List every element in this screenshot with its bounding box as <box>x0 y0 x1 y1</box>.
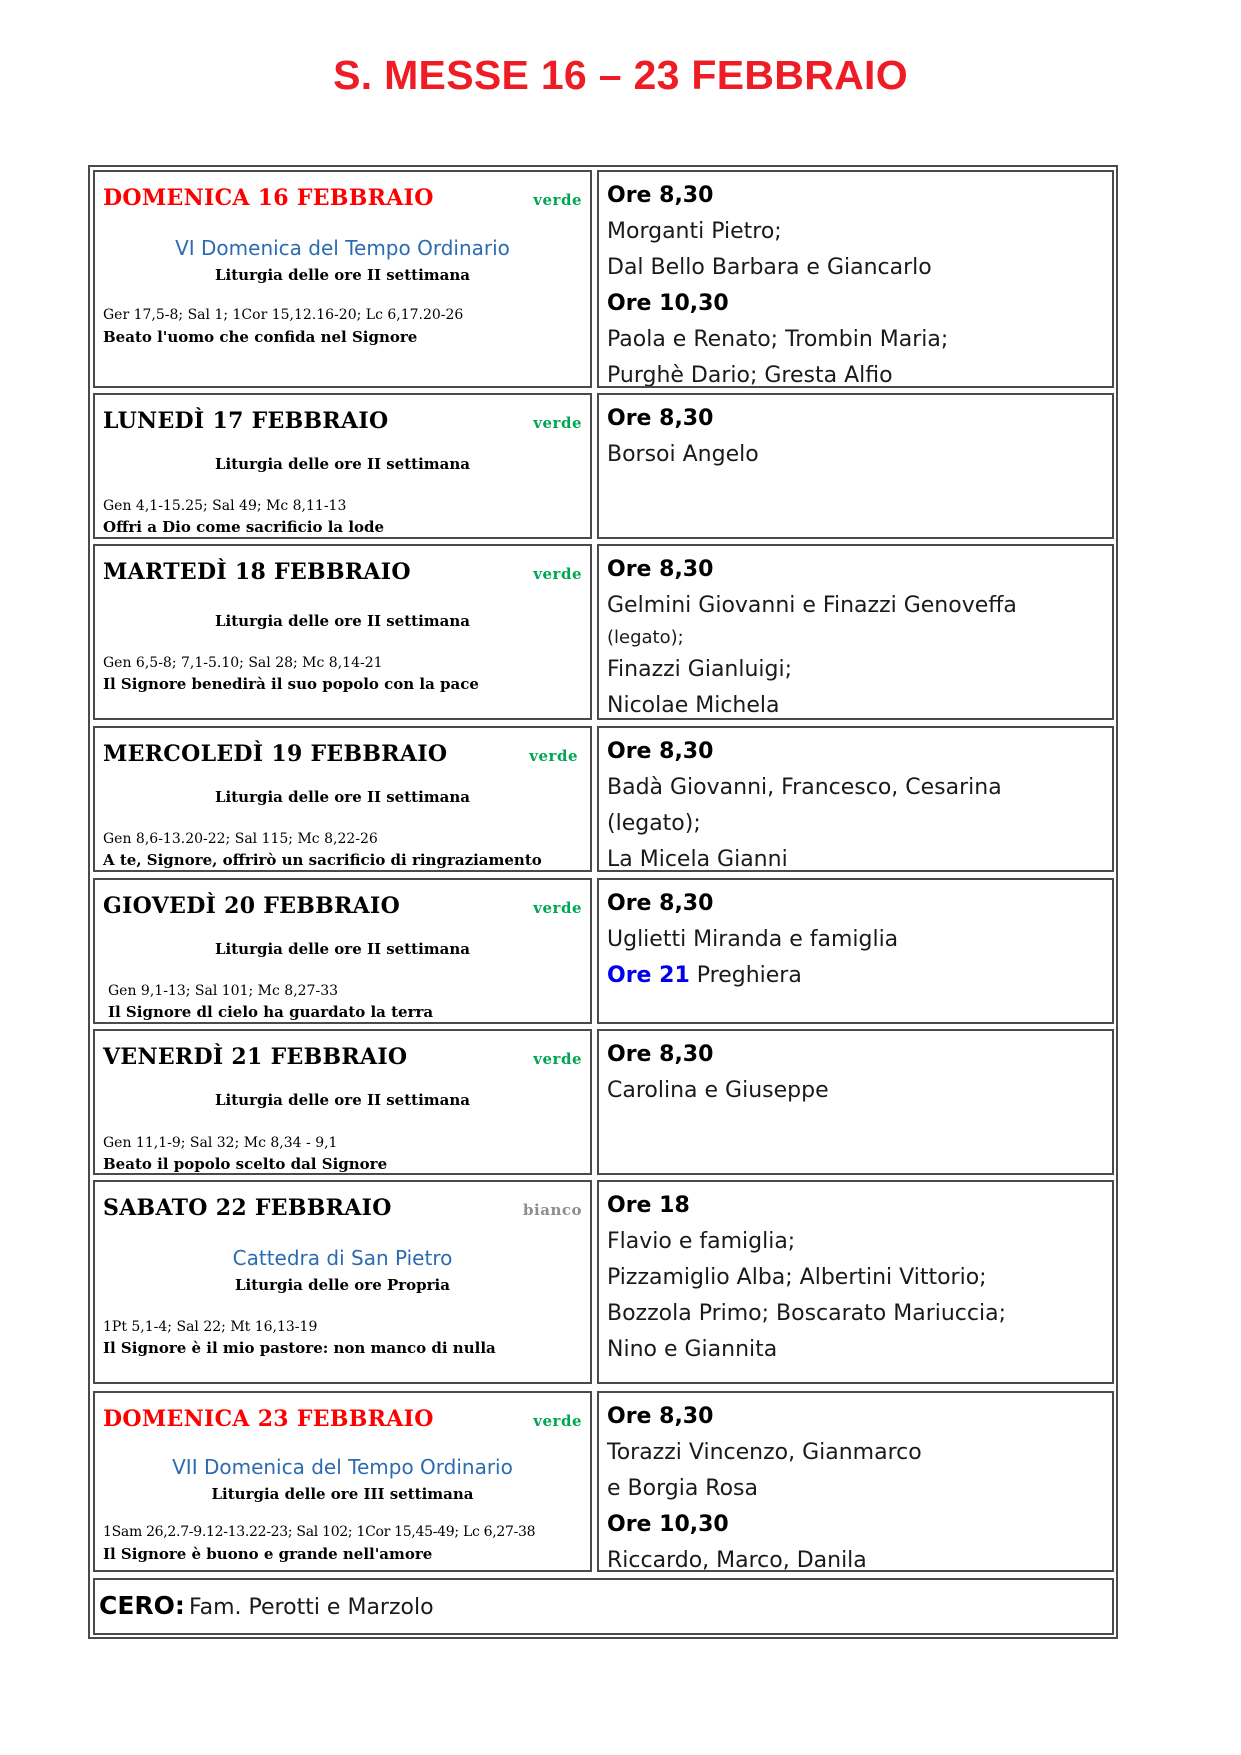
mass-intention: Finazzi Gianluigi; <box>607 657 793 682</box>
mass-time: Ore 8,30 <box>607 739 714 764</box>
masses-list <box>607 886 1106 994</box>
feast-title: VII Domenica del Tempo Ordinario <box>172 1455 513 1479</box>
mass-intention: Badà Giovanni, Francesco, Cesarina <box>607 775 1002 800</box>
liturgical-color: verde <box>533 414 582 432</box>
liturgy-week: Liturgia delle ore II settimana <box>215 455 470 473</box>
masses-cell-venerdi-21 <box>597 1029 1114 1175</box>
masses-cell-domenica-16 <box>597 170 1114 388</box>
masses-cell-martedi-18 <box>597 544 1114 720</box>
liturgical-color: verde <box>533 565 582 583</box>
masses-list <box>607 552 1106 720</box>
mass-time: Ore 8,30 <box>607 1404 714 1429</box>
day-title: MARTEDÌ 18 FEBBRAIO <box>103 559 411 585</box>
masses-list <box>607 1399 1106 1572</box>
mass-intention: Pizzamiglio Alba; Albertini Vittorio; <box>607 1265 987 1290</box>
liturgical-color: verde <box>533 191 582 209</box>
psalm-response: Il Signore è il mio pastore: non manco di nulla <box>103 1339 496 1357</box>
day-title: LUNEDÌ 17 FEBBRAIO <box>103 408 389 434</box>
liturgical-color: verde <box>533 1412 582 1430</box>
masses-list <box>607 178 1106 388</box>
masses-cell-mercoledi-19 <box>597 726 1114 872</box>
psalm-response: Beato il popolo scelto dal Signore <box>103 1155 388 1173</box>
mass-time: Ore 10,30 <box>607 1512 729 1537</box>
mass-intention: Nicolae Michela <box>607 693 780 718</box>
cero-text: Fam. Perotti e Marzolo <box>189 1595 434 1620</box>
psalm-response: Il Signore dl cielo ha guardato la terra <box>108 1003 434 1021</box>
liturgical-color: verde <box>529 747 578 765</box>
liturgy-week: Liturgia delle ore II settimana <box>215 788 470 806</box>
day-cell-sabato-22 <box>93 1180 592 1384</box>
day-cell-domenica-23 <box>93 1391 592 1572</box>
mass-intention: La Micela Gianni <box>607 847 788 872</box>
mass-intention: Gelmini Giovanni e Finazzi Genoveffa <box>607 593 1017 618</box>
liturgy-week: Liturgia delle ore II settimana <box>215 940 470 958</box>
mass-intention: Carolina e Giuseppe <box>607 1078 829 1103</box>
mass-intention: Riccardo, Marco, Danila <box>607 1548 867 1572</box>
readings: Gen 4,1-15.25; Sal 49; Mc 8,11-13 <box>103 498 347 514</box>
mass-intention: Morganti Pietro; <box>607 219 782 244</box>
feast-title: Cattedra di San Pietro <box>232 1246 453 1270</box>
masses-list <box>607 734 1106 872</box>
liturgy-week: Liturgia delle ore II settimana <box>215 266 470 284</box>
mass-time: Ore 8,30 <box>607 1042 714 1067</box>
masses-list <box>607 1188 1106 1368</box>
page-title: S. MESSE 16 – 23 FEBBRAIO <box>333 52 908 98</box>
day-title: GIOVEDÌ 20 FEBBRAIO <box>103 893 401 919</box>
day-title: VENERDÌ 21 FEBBRAIO <box>103 1044 408 1070</box>
psalm-response: A te, Signore, offrirò un sacrificio di ringraziamento <box>103 851 542 869</box>
liturgy-week: Liturgia delle ore III settimana <box>211 1485 474 1503</box>
mass-time: Ore 8,30 <box>607 891 714 916</box>
day-cell-domenica-16 <box>93 170 592 388</box>
day-title: DOMENICA 16 FEBBRAIO <box>103 185 434 211</box>
mass-intention: e Borgia Rosa <box>607 1476 758 1501</box>
liturgical-color: verde <box>533 899 582 917</box>
readings: Gen 11,1-9; Sal 32; Mc 8,34 - 9,1 <box>103 1135 338 1151</box>
masses-cell-giovedi-20 <box>597 878 1114 1024</box>
extra-event <box>607 958 1106 994</box>
readings: Gen 6,5-8; 7,1-5.10; Sal 28; Mc 8,14-21 <box>103 655 383 671</box>
extra-time: Ore 21 <box>607 963 690 988</box>
psalm-response: Il Signore è buono e grande nell'amore <box>103 1545 433 1563</box>
readings: 1Pt 5,1-4; Sal 22; Mt 16,13-19 <box>103 1319 318 1335</box>
mass-intention: Torazzi Vincenzo, Gianmarco <box>607 1440 922 1465</box>
mass-intention: (legato); <box>607 627 684 648</box>
readings: Gen 9,1-13; Sal 101; Mc 8,27-33 <box>108 983 339 999</box>
day-title: DOMENICA 23 FEBBRAIO <box>103 1406 434 1432</box>
day-cell-lunedi-17 <box>93 393 592 539</box>
masses-cell-domenica-23 <box>597 1391 1114 1572</box>
liturgy-week: Liturgia delle ore Propria <box>235 1276 450 1294</box>
mass-time: Ore 18 <box>607 1193 690 1218</box>
liturgical-color: bianco <box>523 1201 582 1219</box>
mass-intention: Bozzola Primo; Boscarato Mariuccia; <box>607 1301 1006 1326</box>
mass-time: Ore 8,30 <box>607 557 714 582</box>
readings: Gen 8,6-13.20-22; Sal 115; Mc 8,22-26 <box>103 831 378 847</box>
mass-intention: Purghè Dario; Gresta Alfio <box>607 363 893 388</box>
extra-text: Preghiera <box>696 963 802 988</box>
mass-intention: Flavio e famiglia; <box>607 1229 796 1254</box>
masses-cell-lunedi-17 <box>597 393 1114 539</box>
day-cell-martedi-18 <box>93 544 592 720</box>
mass-intention: Nino e Giannita <box>607 1337 778 1362</box>
readings: Ger 17,5-8; Sal 1; 1Cor 15,12.16-20; Lc 6,17.20-26 <box>103 307 464 323</box>
psalm-response: Offri a Dio come sacrificio la lode <box>103 518 385 536</box>
liturgy-week: Liturgia delle ore II settimana <box>215 1091 470 1109</box>
mass-time: Ore 8,30 <box>607 183 714 208</box>
masses-list <box>607 401 1106 473</box>
feast-title: VI Domenica del Tempo Ordinario <box>175 236 510 260</box>
mass-time: Ore 10,30 <box>607 291 729 316</box>
masses-cell-sabato-22 <box>597 1180 1114 1384</box>
mass-intention: Uglietti Miranda e famiglia <box>607 927 899 952</box>
mass-intention: Paola e Renato; Trombin Maria; <box>607 327 949 352</box>
day-title: MERCOLEDÌ 19 FEBBRAIO <box>103 741 448 767</box>
day-cell-giovedi-20 <box>93 878 592 1024</box>
mass-time: Ore 8,30 <box>607 406 714 431</box>
masses-list <box>607 1037 1106 1109</box>
liturgy-week: Liturgia delle ore II settimana <box>215 612 470 630</box>
psalm-response: Beato l'uomo che confida nel Signore <box>103 328 418 346</box>
cero-label: CERO: <box>99 1591 185 1620</box>
mass-intention: Borsoi Angelo <box>607 442 759 467</box>
mass-intention: (legato); <box>607 811 701 836</box>
day-cell-venerdi-21 <box>93 1029 592 1175</box>
cero-row <box>93 1578 1114 1635</box>
psalm-response: Il Signore benedirà il suo popolo con la pace <box>103 675 479 693</box>
day-cell-mercoledi-19 <box>93 726 592 872</box>
mass-intention: Dal Bello Barbara e Giancarlo <box>607 255 932 280</box>
liturgical-color: verde <box>533 1050 582 1068</box>
day-title: SABATO 22 FEBBRAIO <box>103 1195 392 1221</box>
readings: 1Sam 26,2.7-9.12-13.22-23; Sal 102; 1Cor 15,45-49; Lc 6,27-38 <box>103 1524 536 1540</box>
